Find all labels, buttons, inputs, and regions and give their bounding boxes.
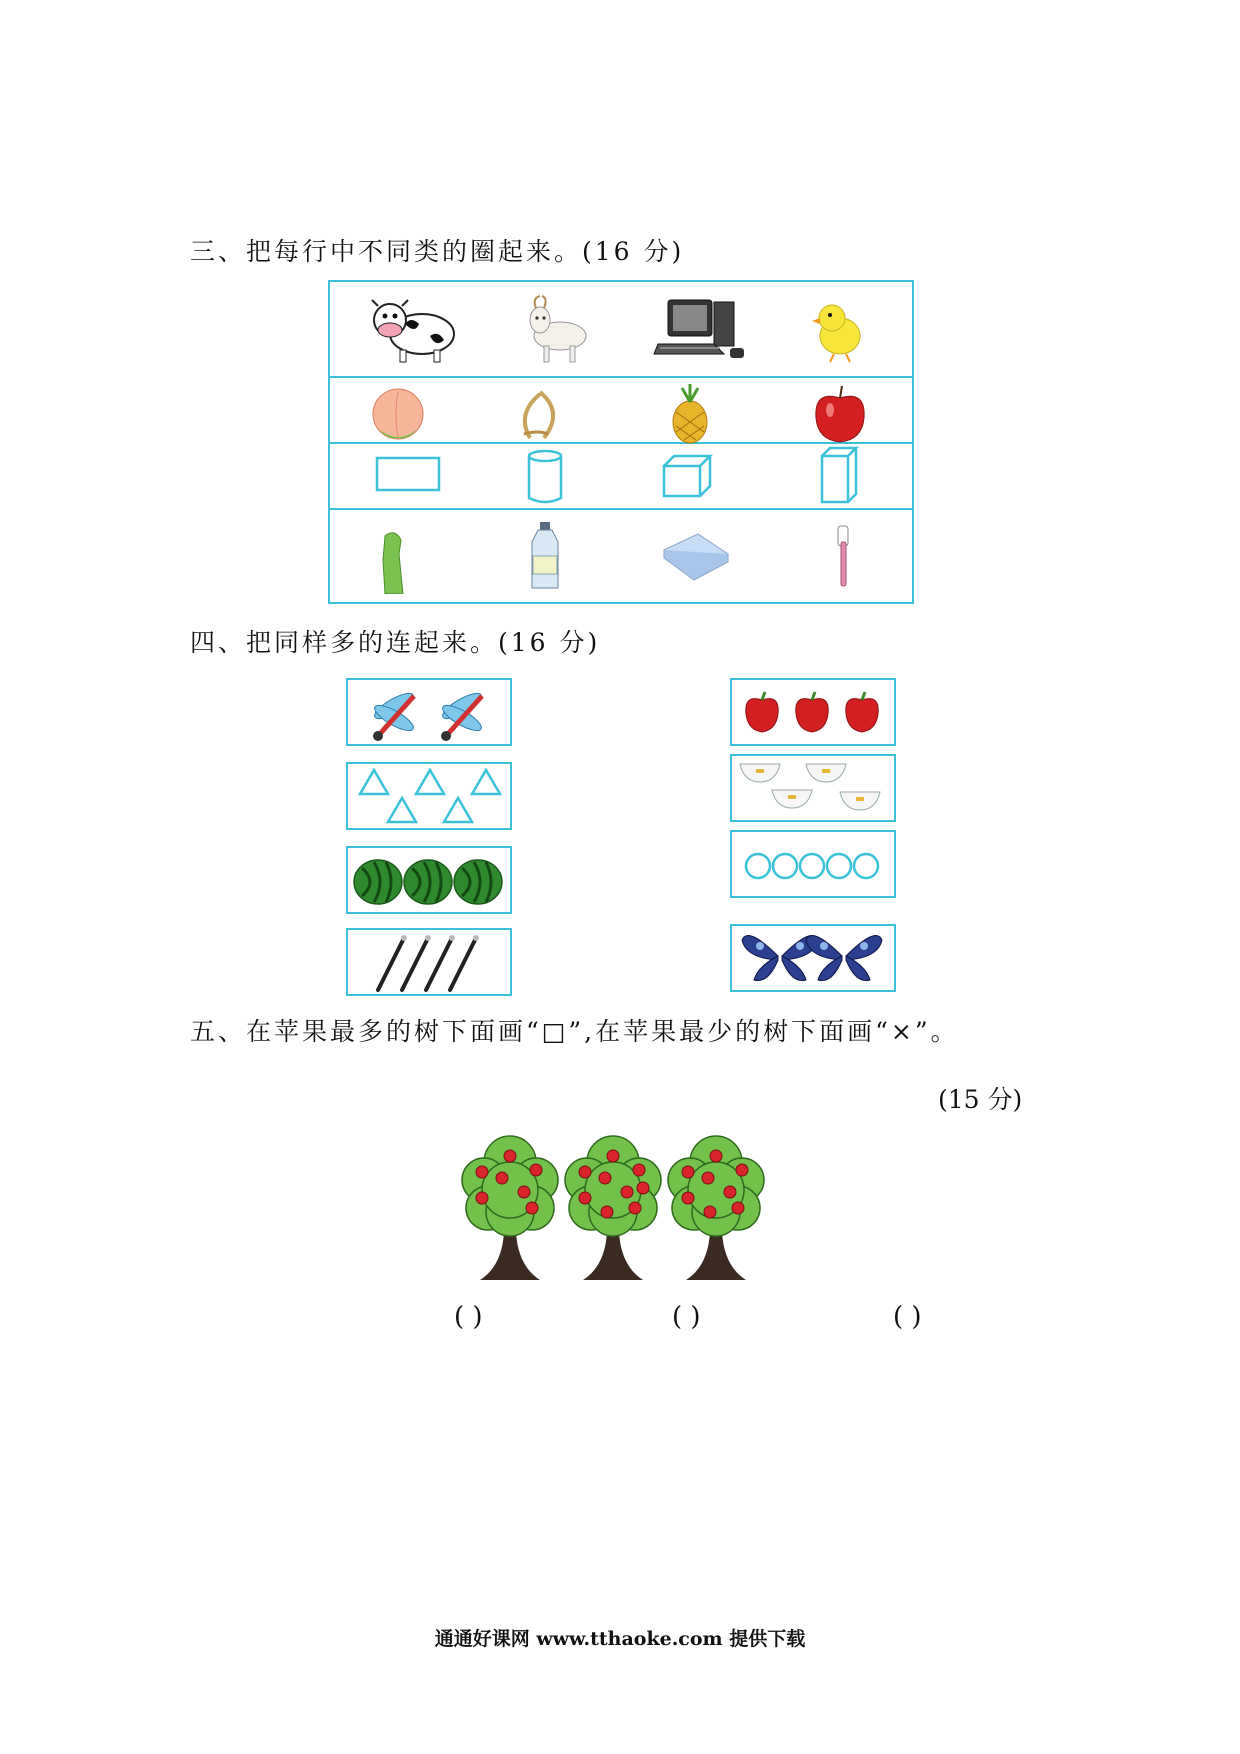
apple [682, 1166, 694, 1178]
cylinder-shape[interactable] [525, 448, 635, 518]
apple [496, 1172, 508, 1184]
pineapple-image[interactable] [650, 382, 760, 452]
tree-trunk [480, 1232, 540, 1280]
circle-box[interactable] [730, 830, 896, 898]
apple [530, 1164, 542, 1176]
triangle-box[interactable] [346, 762, 512, 830]
apple [579, 1166, 591, 1178]
apple [710, 1150, 722, 1162]
apple-tree-1 [462, 1136, 558, 1280]
section5-score: (15 分) [938, 1085, 1023, 1114]
apple [704, 1206, 716, 1218]
peach-image[interactable] [360, 382, 470, 452]
chick-image[interactable] [800, 294, 910, 364]
apple-image[interactable] [800, 382, 910, 452]
trees-drawing [460, 1130, 790, 1280]
apple [599, 1172, 611, 1184]
apple [476, 1166, 488, 1178]
apple [579, 1192, 591, 1204]
apple-tree-2 [565, 1136, 661, 1280]
apple [633, 1164, 645, 1176]
apple [682, 1192, 694, 1204]
apple [526, 1202, 538, 1214]
bowl-box[interactable] [730, 754, 896, 822]
computer-image[interactable] [650, 294, 760, 364]
apple-box[interactable] [730, 678, 896, 746]
table-row [330, 444, 912, 510]
footer-credit: 通通好课网 www.tthaoke.com 提供下载 [434, 1628, 806, 1650]
answer-blank-2[interactable]: ( ) [672, 1302, 701, 1332]
classification-table [328, 280, 914, 604]
apple [621, 1186, 633, 1198]
glove-image[interactable] [375, 528, 485, 598]
wheat-image[interactable] [500, 382, 610, 452]
section5-title: 五、在苹果最多的树下面画“□”,在苹果最少的树下面画“×”。 [190, 1017, 959, 1046]
section3-title: 三、把每行中不同类的圈起来。(16 分) [190, 237, 685, 266]
apple [629, 1202, 641, 1214]
apple [736, 1164, 748, 1176]
apple [601, 1206, 613, 1218]
table-row [330, 378, 912, 444]
brush-pen-box[interactable] [346, 928, 512, 996]
apple [732, 1202, 744, 1214]
tall-cuboid-shape[interactable] [818, 444, 928, 514]
table-row [330, 510, 912, 602]
tree-trunk [583, 1232, 643, 1280]
dragonfly-box[interactable] [346, 678, 512, 746]
apple [504, 1150, 516, 1162]
tree-trunk [686, 1232, 746, 1280]
apple-tree-3 [668, 1136, 764, 1280]
apple-trees [460, 1130, 790, 1280]
apple [637, 1182, 649, 1194]
cow-image[interactable] [360, 294, 470, 364]
apple [607, 1150, 619, 1162]
toothbrush-image[interactable] [830, 522, 940, 592]
table-row [330, 282, 912, 378]
apple [476, 1192, 488, 1204]
butterfly-box[interactable] [730, 924, 896, 992]
section4-title: 四、把同样多的连起来。(16 分) [190, 628, 601, 657]
apple [702, 1172, 714, 1184]
apple [724, 1186, 736, 1198]
towel-image[interactable] [660, 530, 770, 600]
apple [518, 1186, 530, 1198]
bottle-image[interactable] [530, 522, 640, 592]
watermelon-box[interactable] [346, 846, 512, 914]
answer-blank-3[interactable]: ( ) [893, 1302, 922, 1332]
answer-blank-1[interactable]: ( ) [454, 1302, 483, 1332]
goat-image[interactable] [500, 294, 610, 364]
